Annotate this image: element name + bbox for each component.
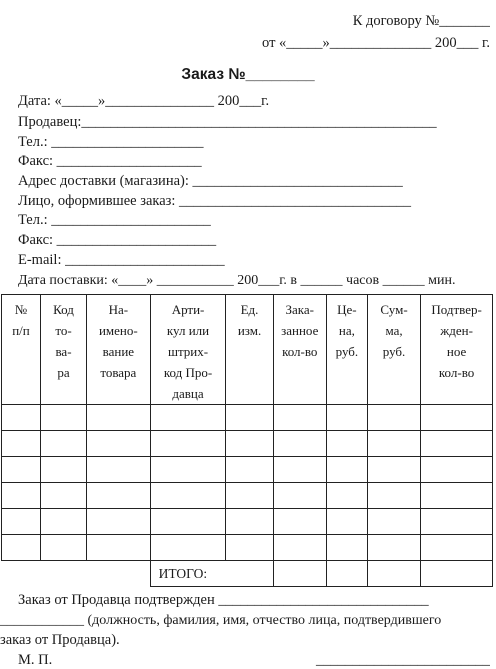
table-cell xyxy=(367,431,420,457)
table-cell xyxy=(273,431,326,457)
date-field: Дата: «_____»_______________ 200___г. xyxy=(18,93,270,109)
column-header: Зака- занное кол-во xyxy=(273,295,326,405)
column-header: На- имено- вание товара xyxy=(87,295,151,405)
table-cell xyxy=(150,457,226,483)
table-cell xyxy=(326,535,367,561)
total-label: ИТОГО: xyxy=(150,561,273,587)
table-total-row xyxy=(2,561,493,587)
phone-field: Тел.: _____________________ xyxy=(18,134,204,150)
column-header: Ед. изм. xyxy=(226,295,273,405)
column-header: Арти- кул или штрих- код Про- давца xyxy=(150,295,226,405)
table-cell xyxy=(421,535,493,561)
total-ordered-cell xyxy=(273,561,326,587)
table-cell xyxy=(226,431,273,457)
table-cell xyxy=(226,509,273,535)
delivery-date-field: Дата поставки: «____» ___________ 200___г. в ______ часов ______ мин. xyxy=(18,273,456,288)
table-cell xyxy=(273,535,326,561)
order-title: Заказ №________ xyxy=(181,66,315,83)
table-cell xyxy=(226,483,273,509)
table-cell xyxy=(326,431,367,457)
table-row xyxy=(2,457,493,483)
table-cell xyxy=(2,535,41,561)
table-cell xyxy=(87,405,151,431)
contract-date-line: от «_____»______________ 200___ г. xyxy=(262,35,490,51)
column-header: № п/п xyxy=(2,295,41,405)
column-header: Це- на, руб. xyxy=(326,295,367,405)
table-cell xyxy=(40,405,86,431)
confirmed-line: Заказ от Продавца подтвержден _____________________________ xyxy=(18,592,429,608)
column-header: Сум- ма, руб. xyxy=(367,295,420,405)
table-row xyxy=(2,405,493,431)
table-cell xyxy=(421,457,493,483)
table-cell xyxy=(87,483,151,509)
table-cell xyxy=(367,509,420,535)
table-cell xyxy=(2,483,41,509)
table-cell xyxy=(273,457,326,483)
table-cell xyxy=(226,457,273,483)
table-cell xyxy=(421,405,493,431)
table-cell xyxy=(2,561,41,587)
table-cell xyxy=(421,483,493,509)
table-cell xyxy=(87,535,151,561)
table-cell xyxy=(326,509,367,535)
total-confirmed-cell xyxy=(421,561,493,587)
table-cell xyxy=(367,405,420,431)
table-cell xyxy=(40,483,86,509)
table-cell xyxy=(87,561,151,587)
order-table xyxy=(1,294,493,587)
fax-field: Факс: ____________________ xyxy=(18,153,202,169)
table-cell xyxy=(326,457,367,483)
seller-field: Продавец:_________________________________________________ xyxy=(18,114,437,130)
table-cell xyxy=(226,405,273,431)
table-cell xyxy=(2,405,41,431)
table-cell xyxy=(40,509,86,535)
table-row xyxy=(2,535,493,561)
contract-number-line: К договору №_______ xyxy=(352,13,490,29)
table-cell xyxy=(273,405,326,431)
column-header: Код то- ва- ра xyxy=(40,295,86,405)
table-cell xyxy=(2,431,41,457)
table-cell xyxy=(2,509,41,535)
total-price-cell xyxy=(326,561,367,587)
table-cell xyxy=(150,431,226,457)
table-row xyxy=(2,483,493,509)
signature-line: ________________________ xyxy=(316,652,490,668)
table-cell xyxy=(87,431,151,457)
position-line: ____________ (должность, фамилия, имя, отчество лица, подтвердившего xyxy=(0,613,442,628)
table-header-row xyxy=(2,295,493,405)
table-cell xyxy=(87,457,151,483)
delivery-address-field: Адрес доставки (магазина): _____________________________ xyxy=(18,173,403,189)
table-cell xyxy=(40,535,86,561)
ordering-person-field: Лицо, оформившее заказ: ________________________________ xyxy=(18,193,412,209)
table-cell xyxy=(150,405,226,431)
table-cell xyxy=(326,405,367,431)
table-cell xyxy=(273,483,326,509)
column-header: Подтвер- жден- ное кол-во xyxy=(421,295,493,405)
table-cell xyxy=(150,535,226,561)
person-fax-field: Факс: ______________________ xyxy=(18,232,217,248)
table-cell xyxy=(40,561,86,587)
stamp-label: М. П. xyxy=(18,652,53,668)
table-cell xyxy=(2,457,41,483)
table-cell xyxy=(367,535,420,561)
total-sum-cell xyxy=(367,561,420,587)
position-line-end: заказ от Продавца). xyxy=(0,632,120,648)
table-cell xyxy=(367,483,420,509)
table-cell xyxy=(40,457,86,483)
table-cell xyxy=(326,483,367,509)
table-cell xyxy=(367,457,420,483)
table-cell xyxy=(150,509,226,535)
table-cell xyxy=(226,535,273,561)
table-cell xyxy=(40,431,86,457)
person-phone-field: Тел.: ______________________ xyxy=(18,212,211,228)
table-row xyxy=(2,431,493,457)
email-field: E-mail: ______________________ xyxy=(18,252,225,268)
table-cell xyxy=(421,431,493,457)
table-cell xyxy=(150,483,226,509)
table-row xyxy=(2,509,493,535)
table-cell xyxy=(87,509,151,535)
table-cell xyxy=(273,509,326,535)
table-cell xyxy=(421,509,493,535)
